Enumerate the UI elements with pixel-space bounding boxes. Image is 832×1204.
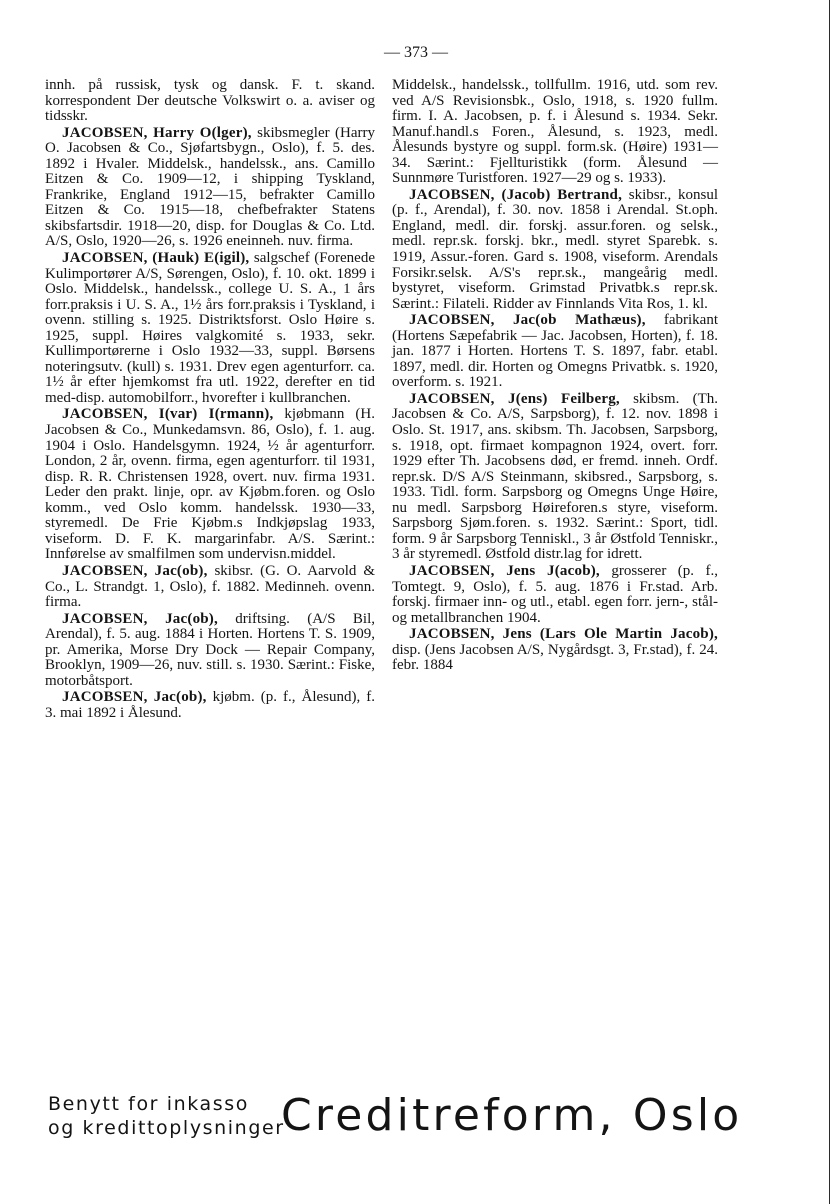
entry-text: disp. (Jens Jacobsen A/S, Nygårdsgt. 3, Fr.stad), f. 24. febr. 1884 bbox=[392, 641, 718, 674]
entry-text: grosserer (p. f., Tomtegt. 9, Oslo), f. 5. aug. 1876 i Fr.stad. Arb. forskj. firmaer inn- og utl., etabl. egen forr. jern-, stål- og metallbranchen 1904. bbox=[392, 562, 719, 626]
biography-entry bbox=[392, 627, 718, 674]
entry-name: JACOBSEN, Jac(ob), bbox=[62, 689, 207, 706]
continued-entry-text: Middelsk., handelssk., tollfullm. 1916, utd. som rev. ved A/S Revisionsbk., Oslo, 1918, s. 1920 fullm. firm. I. A. Jacobsen, p. f. i Ålesund s. 1934. Sekr. Manuf.handl.s Foren., Ålesund, s. 1923, medl. Ålesunds bystyre og suppl. form.sk. (Høire) 1931—34. Særint.: Fjellturistikk (form. Ålesund —Sunnmøre Turistforen. 1927—29 og s. 1933). bbox=[392, 77, 718, 187]
entry-text: kjøbmann (H. Jacobsen & Co., Munkedamsvn. 86, Oslo), f. 1. aug. 1904 i Oslo. Handelsgymn. 1924, ½ år agenturforr. London, 2 år, ovenn. firma, egen agenturforr. til 1931, disp. R. R. Christensen 1928, overt. nuv. firma 1931. Leder den prakt. linje, opr. av Kjøbm.foren. og Oslo komm., ved Oslo komm. handelssk. 1930—33, styremedl. De Frie Kjøbm.s Indkjøpslag 1933, viseform. D. F. K. margarinfabr. A/S. Særint.: Innførelse av smalfilmen som undervisn.middel. bbox=[45, 406, 375, 563]
entry-text: driftsing. (A/S Bil, Arendal), f. 5. aug. 1884 i Horten. Hortens T. S. 1909, pr. Amerika, Morse Dry Dock — Repair Company, Brooklyn, 1909—26, nuv. still. s. 1930. Særint.: Fiske, motorbåtsport. bbox=[45, 610, 375, 689]
biography-entry bbox=[45, 251, 375, 406]
continued-entry-text: innh. på russisk, tysk og dansk. F. t. skand. korrespondent Der deutsche Volkswirt o. a. aviser og tidsskr. bbox=[45, 77, 375, 125]
biography-entry bbox=[392, 188, 718, 312]
left-column bbox=[45, 78, 375, 722]
entry-text: fabrikant (Hortens Sæpefabrik — Jac. Jacobsen, Horten), f. 18. jan. 1877 i Horten. Hortens T. S. 1897, fabr. etabl. 1897, medl. dir. Horten og Omegns Privatbk. s. 1920, overform. s. 1921. bbox=[392, 312, 719, 391]
entry-text: salgschef (Forenede Kulimportører A/S, Sørengen, Oslo), f. 10. okt. 1899 i Oslo. Middelsk., handelssk., college U. S. A., 1 års forr.praksis i U. S. A., 1½ års forr.praksis i Tyskland, i ovenn. stilling s. 1925. Distriktsforst. Oslo Høire s. 1925, suppl. Høires valgkomité s. 1933, sekr. Kullimportørerne i Oslo 1932—33, suppl. Børsens noteringsutv. (kull) s. 1931. Drev egen agenturforr. ca. 1½ år efter hjemkomst fra utl. 1922, derefter en tid med-disp. automobilforr., hvorefter i kullbranchen. bbox=[45, 250, 375, 406]
advertisement-tagline bbox=[48, 1092, 285, 1140]
entry-name: JACOBSEN, Jac(ob), bbox=[62, 610, 218, 627]
advertisement-line-2: og kredittoplysninger bbox=[48, 1117, 285, 1139]
advertisement-line-1: Benytt for inkasso bbox=[48, 1093, 249, 1115]
entry-name: JACOBSEN, Jens (Lars Ole Martin Jacob), bbox=[409, 626, 718, 643]
biography-entry bbox=[45, 407, 375, 562]
entry-name: JACOBSEN, Jac(ob Mathæus), bbox=[409, 312, 646, 329]
page-number: — 373 — bbox=[384, 44, 448, 61]
biography-entry bbox=[392, 564, 718, 626]
biography-entry bbox=[392, 313, 718, 391]
advertisement-brand: Creditreform, Oslo bbox=[281, 1090, 743, 1141]
entry-text: kjøbm. (p. f., Ålesund), f. 3. mai 1892 i Ålesund. bbox=[45, 689, 376, 721]
entry-name: JACOBSEN, I(var) I(rmann), bbox=[62, 406, 274, 423]
entry-name: JACOBSEN, (Hauk) E(igil), bbox=[62, 250, 250, 267]
entry-text: skibsr., konsul (p. f., Arendal), f. 30. nov. 1858 i Arendal. St.oph. England, medl. dir. forskj. assur.foren. og selsk., medl. repr.sk. forskj. bkr., medl. styret Sparebk. s. 1919, Assur.-foren. Gard s. 1908, viseform. Arendals Forsikr.selsk. A/S's repr.sk., mangeårig medl. bystyret, viseform. Grimstad Privatbk.s repr.sk. Særint.: Filateli. Ridder av Finnlands Vita Ros, 1. kl. bbox=[392, 186, 718, 312]
entry-text: skibsmegler (Harry O. Jacobsen & Co., Sjøfartsbygn., Oslo), f. 5. des. 1892 i Hvaler. Middelsk., handelssk., ans. Camillo Eitzen & Co. 1909—12, i shipping Tyskland, Frankrike, England 1912—15, befrakter Camillo Eitzen & Co. 1915—18, chefbefrakter Statens skibsfartsdir. 1918—20, disp. for Douglas & Co. Ltd. A/S, Oslo, 1920—26, s. 1926 eneinneh. nuv. firma. bbox=[45, 124, 375, 250]
biography-entry bbox=[45, 690, 375, 721]
biography-entry bbox=[45, 612, 375, 690]
entry-name: JACOBSEN, J(ens) Feilberg, bbox=[409, 390, 620, 407]
entry-name: JACOBSEN, Jac(ob), bbox=[62, 562, 208, 579]
entry-name: JACOBSEN, Jens J(acob), bbox=[409, 562, 600, 579]
biography-entry bbox=[45, 126, 375, 250]
entry-text: skibsr. (G. O. Aarvold & Co., L. Strandgt. 1, Oslo), f. 1882. Medinneh. ovenn. firma. bbox=[45, 562, 376, 611]
biography-entry bbox=[45, 564, 375, 611]
advertisement bbox=[48, 1086, 743, 1156]
entry-text: skibsm. (Th. Jacobsen & Co. A/S, Sarpsborg), f. 12. nov. 1898 i Oslo. St. 1917, ans. skibsm. Th. Jacobsen, Sarpsborg, s. 1918, opt. firmaet kompagnon 1924, overt. forr. 1929 efter Th. Jacobsens død, er fremd. inneh. Ordf. repr.sk. D/S A/S Steinmann, skibsred., Sarpsborg, s. 1933. Tidl. form. Sarpsborg og Omegns Unge Høire, nu medl. Sarpsborg Høireforen.s styre, viseform. Sarpsborg Sjøm.foren. s. 1932. Særint.: Sport, tidl. form. 9 år Sarpsborg Tenniskl., 3 år Østfold Tenniskr., 3 år styremedl. Østfold distr.lag for idrett. bbox=[392, 390, 718, 563]
right-column bbox=[392, 78, 718, 675]
biography-entry bbox=[392, 392, 718, 563]
entry-name: JACOBSEN, Harry O(lger), bbox=[62, 124, 252, 141]
page-edge bbox=[829, 0, 830, 1204]
entry-name: JACOBSEN, (Jacob) Bertrand, bbox=[409, 186, 623, 203]
